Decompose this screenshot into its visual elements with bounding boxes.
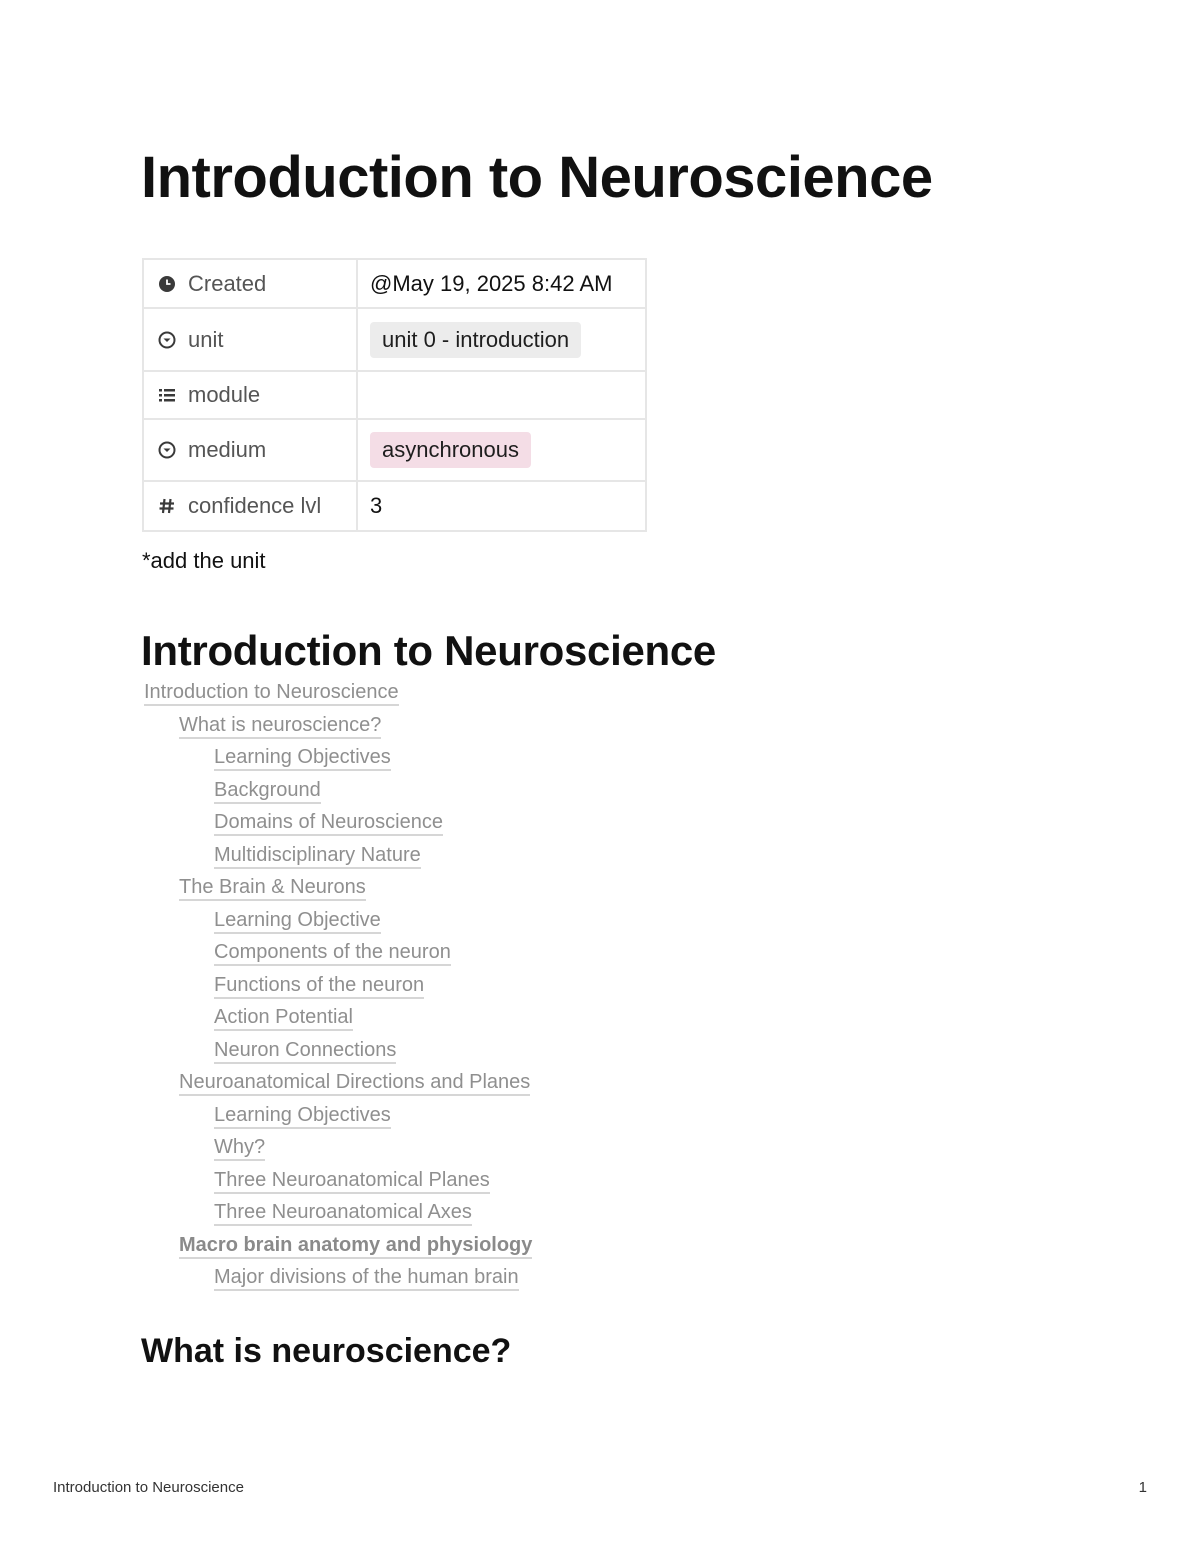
property-label: module — [188, 382, 261, 407]
toc-link[interactable]: Major divisions of the human brain — [214, 1266, 519, 1291]
toc-link[interactable]: The Brain & Neurons — [179, 876, 366, 901]
toc-item[interactable] — [214, 774, 321, 806]
toc-link[interactable]: Background — [214, 779, 321, 804]
note-text: *add the unit — [142, 548, 266, 573]
toc-item[interactable] — [214, 1131, 265, 1163]
page-number: 1 — [1138, 1479, 1147, 1496]
toc-link[interactable]: What is neuroscience? — [179, 714, 381, 739]
toc-item[interactable] — [214, 969, 424, 1001]
toc-item[interactable] — [179, 709, 381, 741]
toc-item[interactable] — [214, 936, 451, 968]
section-heading: Introduction to Neuroscience — [141, 627, 716, 674]
toc-link[interactable]: Learning Objective — [214, 909, 381, 934]
toc-item[interactable] — [214, 1196, 472, 1228]
property-row-module — [143, 371, 646, 419]
medium-tag[interactable]: asynchronous — [370, 432, 531, 468]
toc-item[interactable] — [214, 741, 391, 773]
toc-link[interactable]: Domains of Neuroscience — [214, 811, 443, 836]
toc-item[interactable] — [179, 871, 366, 903]
toc-link[interactable]: Three Neuroanatomical Planes — [214, 1169, 490, 1194]
toc-link[interactable]: Functions of the neuron — [214, 974, 424, 999]
property-row-confidence — [143, 481, 646, 531]
toc-link[interactable]: Introduction to Neuroscience — [144, 681, 399, 706]
toc-item[interactable] — [214, 1001, 353, 1033]
toc-link[interactable]: Macro brain anatomy and physiology — [179, 1234, 532, 1259]
footer-title: Introduction to Neuroscience — [53, 1479, 244, 1496]
toc-link[interactable]: Action Potential — [214, 1006, 353, 1031]
toc-item[interactable] — [214, 1099, 391, 1131]
property-row-created — [143, 259, 646, 308]
select-icon — [156, 439, 178, 461]
select-icon — [156, 329, 178, 351]
module-value-empty[interactable] — [357, 371, 646, 419]
property-row-medium — [143, 419, 646, 481]
created-date-value[interactable]: @May 19, 2025 8:42 AM — [357, 259, 646, 308]
toc-link[interactable]: Neuroanatomical Directions and Planes — [179, 1071, 530, 1096]
toc-item[interactable] — [214, 1034, 396, 1066]
toc-link[interactable]: Learning Objectives — [214, 1104, 391, 1129]
property-label: medium — [188, 437, 267, 462]
toc-link[interactable]: Learning Objectives — [214, 746, 391, 771]
toc-item[interactable] — [179, 1229, 532, 1261]
toc-link[interactable]: Why? — [214, 1136, 265, 1161]
clock-icon — [156, 273, 178, 295]
toc-item[interactable] — [214, 839, 421, 871]
property-label: unit — [188, 326, 224, 352]
toc-link[interactable]: Neuron Connections — [214, 1039, 396, 1064]
toc-item[interactable] — [214, 904, 381, 936]
page-title: Introduction to Neuroscience — [141, 145, 933, 210]
toc-item[interactable] — [214, 806, 443, 838]
toc-link[interactable]: Three Neuroanatomical Axes — [214, 1201, 472, 1226]
toc-item[interactable] — [214, 1164, 490, 1196]
toc-link[interactable]: Components of the neuron — [214, 941, 451, 966]
properties-table — [142, 258, 647, 532]
confidence-value[interactable]: 3 — [357, 481, 646, 531]
toc-item[interactable] — [179, 1066, 530, 1098]
toc-item[interactable] — [214, 1261, 519, 1293]
list-icon — [156, 384, 178, 406]
property-label: confidence lvl — [188, 493, 322, 518]
property-row-unit — [143, 308, 646, 371]
property-label: Created — [188, 270, 267, 296]
hash-icon — [156, 495, 178, 517]
unit-tag[interactable]: unit 0 - introduction — [370, 322, 581, 358]
toc-link[interactable]: Multidisciplinary Nature — [214, 844, 421, 869]
subsection-heading: What is neuroscience? — [141, 1332, 512, 1370]
toc-item[interactable] — [144, 676, 399, 708]
